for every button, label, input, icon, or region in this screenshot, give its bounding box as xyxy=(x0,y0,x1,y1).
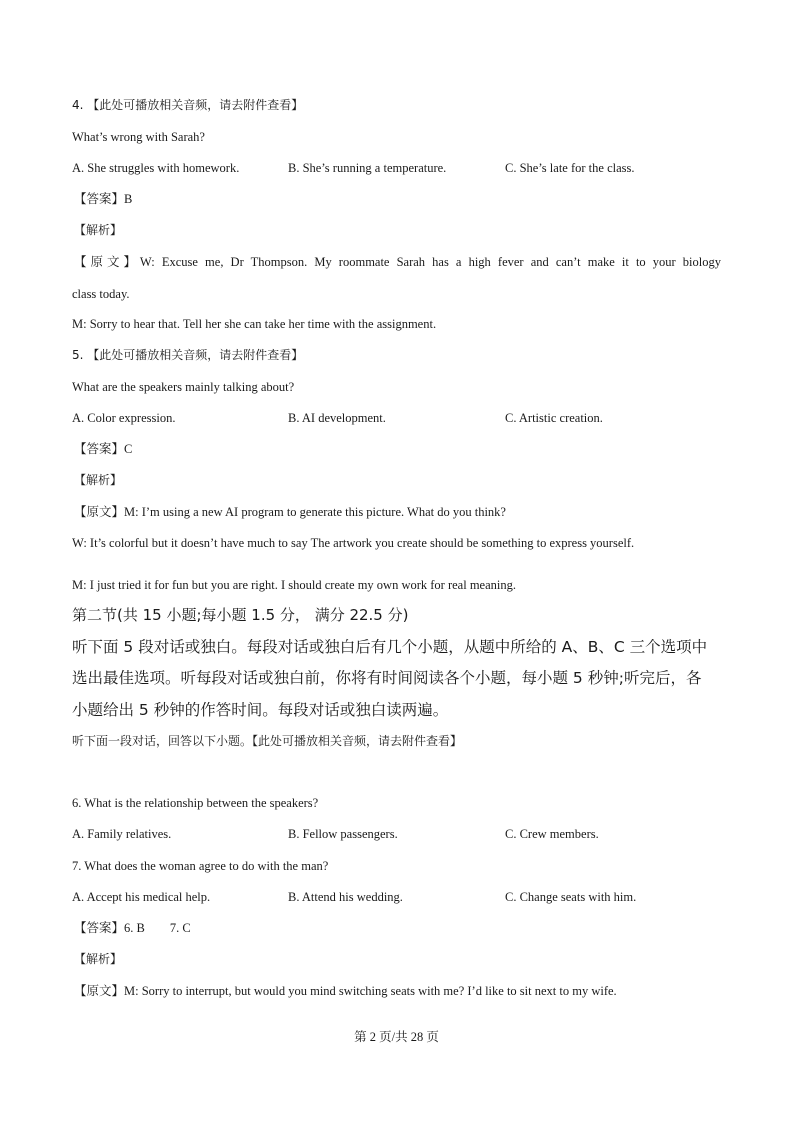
q6-option-b: B. Fellow passengers. xyxy=(288,827,398,841)
q5-transcript-line3: M: I just tried it for fun but you are right. I should create my own work for real meaning. xyxy=(72,578,516,592)
q4-transcript-line1: 【原文】W: Excuse me, Dr Thompson. My roommate Sarah has a high fever and can’t make it to your biology xyxy=(74,255,721,269)
q5-analysis: 【解析】 xyxy=(74,473,123,487)
q5-transcript-line2: W: It’s colorful but it doesn’t have much to say The artwork you create should be something to express yourself. xyxy=(72,536,635,550)
q4-question: What’s wrong with Sarah? xyxy=(72,130,205,144)
section2-instruction-2: 选出最佳选项。听每段对话或独白前，你将有时间阅读各个小题，每小题 5 秒钟;听完后，各 xyxy=(72,669,702,687)
section2-instruction-1: 听下面 5 段对话或独白。每段对话或独白后有几个小题，从题中所给的 A、B、C 三个选项中 xyxy=(72,638,708,656)
q4-analysis: 【解析】 xyxy=(74,223,123,237)
q7-option-b: B. Attend his wedding. xyxy=(288,890,403,904)
q4-transcript-line2: M: Sorry to hear that. Tell her she can take her time with the assignment. xyxy=(72,317,437,331)
page-number: 第 2 页/共 28 页 xyxy=(354,1030,439,1044)
q7-option-c: C. Change seats with him. xyxy=(505,890,637,904)
q5-option-a: A. Color expression. xyxy=(72,411,176,425)
q4-option-a: A. She struggles with homework. xyxy=(72,161,240,175)
q5-answer: 【答案】C xyxy=(74,442,133,456)
q5-question: What are the speakers mainly talking about? xyxy=(72,380,295,394)
q5-header: 5. 【此处可播放相关音频，请去附件查看】 xyxy=(72,348,304,362)
q4-header: 4. 【此处可播放相关音频，请去附件查看】 xyxy=(72,98,304,112)
dialogue-intro: 听下面一段对话，回答以下小题。【此处可播放相关音频，请去附件查看】 xyxy=(72,734,463,748)
q4-answer: 【答案】B xyxy=(74,192,133,206)
section2-title: 第二节(共 15 小题;每小题 1.5 分， 满分 22.5 分) xyxy=(72,606,409,624)
q4-option-c: C. She’s late for the class. xyxy=(505,161,635,175)
q6-7-transcript-line1: 【原文】M: Sorry to interrupt, but would you mind switching seats with me? I’d like to sit next to my wife. xyxy=(74,984,617,998)
q5-option-b: B. AI development. xyxy=(288,411,386,425)
q6-7-answer: 【答案】6. B 7. C xyxy=(74,921,191,935)
q4-transcript-line1-cont: class today. xyxy=(72,287,130,301)
section2-instruction-3: 小题给出 5 秒钟的作答时间。每段对话或独白读两遍。 xyxy=(72,701,449,719)
q7-option-a: A. Accept his medical help. xyxy=(72,890,211,904)
q6-question: 6. What is the relationship between the speakers? xyxy=(72,796,319,810)
q6-option-a: A. Family relatives. xyxy=(72,827,172,841)
q4-option-b: B. She’s running a temperature. xyxy=(288,161,447,175)
q6-7-analysis: 【解析】 xyxy=(74,952,123,966)
q7-question: 7. What does the woman agree to do with the man? xyxy=(72,859,329,873)
q6-option-c: C. Crew members. xyxy=(505,827,599,841)
q5-transcript-line1: 【原文】M: I’m using a new AI program to generate this picture. What do you think? xyxy=(74,505,506,519)
q5-option-c: C. Artistic creation. xyxy=(505,411,603,425)
